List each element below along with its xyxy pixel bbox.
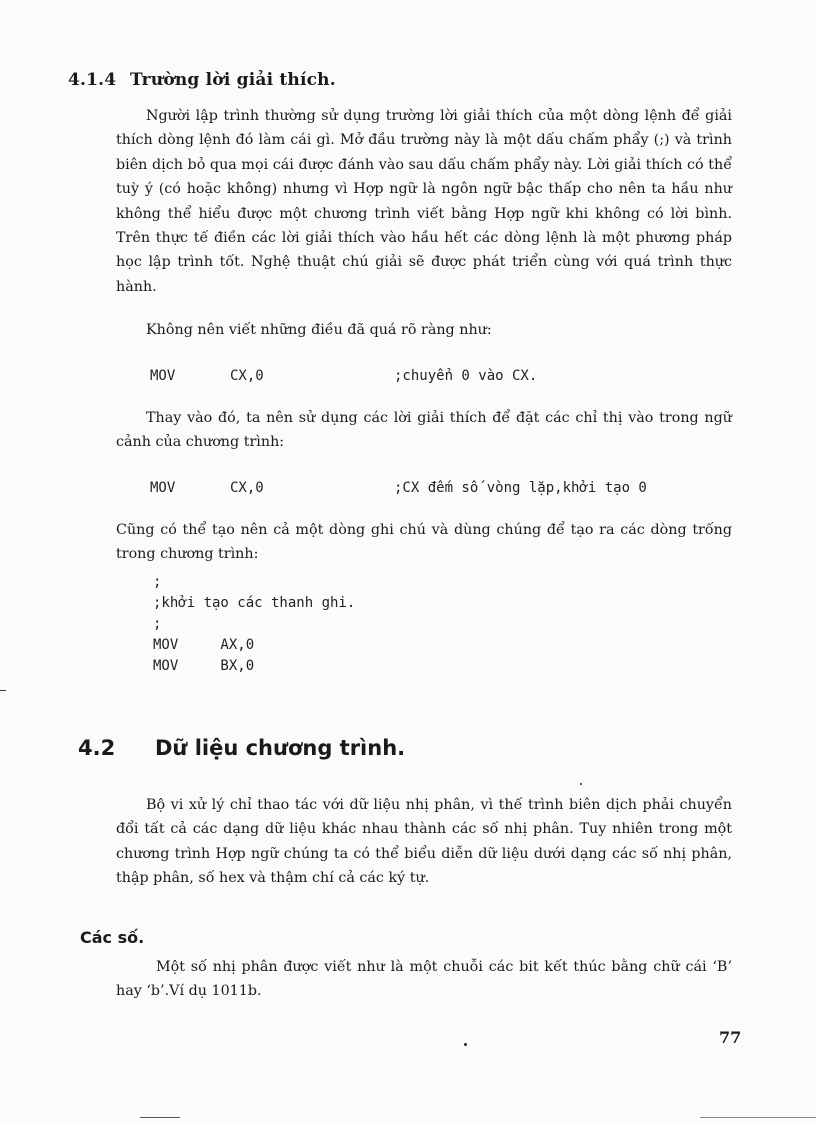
section-number: 4.1.4	[68, 70, 117, 90]
code-line-example-1	[150, 368, 538, 384]
section-number: 4.2	[78, 736, 116, 760]
paragraph-text: Người lập trình thường sử dụng trường lời giải thích của một dòng lệnh để giải thích dòng lệnh đó làm cái gì. Mở đầu trường này là một dấu chấm phẩy (;) và trình biên dịch bỏ qua mọi cái được đánh vào sau dấu chấm phẩy này. Lời giải thích có thể tuỳ ý (có hoặc không) nhưng vì Hợp ngữ là ngôn ngữ bậc thấp cho nên ta hầu như không thể hiểu được một chương trình viết bằng Hợp ngữ khi không có lời bình. Trên thực tế điền các lời giải thích vào hầu hết các dòng lệnh là một phương pháp học lập trình tốt. Nghệ thuật chú giải sẽ được phát triển cùng với quá trình thực hành.	[116, 108, 732, 295]
code-line-example-2	[150, 480, 647, 496]
paragraph-text: Thay vào đó, ta nên sử dụng các lời giải thích để đặt các chỉ thị vào trong ngữ cảnh của chương trình:	[116, 410, 732, 451]
scan-edge-mark	[0, 690, 6, 691]
code-args: CX,0	[230, 368, 264, 384]
page-number: 77	[719, 1028, 742, 1047]
paragraph-text: Cũng có thể tạo nên cả một dòng ghi chú và dùng chúng để tạo ra các dòng trống trong chương trình:	[116, 522, 732, 563]
paragraph-text: Một số nhị phân được viết như là một chuỗi các bit kết thúc bằng chữ cái ‘B’ hay ‘b’.Ví dụ 1011b.	[116, 959, 732, 1000]
code-block-line: ;	[153, 574, 162, 590]
paragraph-comment-lines	[116, 518, 732, 567]
scan-edge-mark	[140, 1117, 180, 1118]
scan-speck	[580, 783, 582, 785]
section-heading-4-1-4	[68, 70, 336, 90]
section-title: Trường lời giải thích.	[130, 70, 336, 90]
scan-edge-mark	[700, 1117, 816, 1118]
code-block	[153, 572, 355, 677]
paragraph-program-data	[116, 793, 732, 891]
code-comment: ;CX đếm số vòng lặp,khởi tạo 0	[394, 480, 647, 496]
paragraph-text: Bộ vi xử lý chỉ thao tác với dữ liệu nhị phân, vì thế trình biên dịch phải chuyển đổi tất cả các dạng dữ liệu khác nhau thành các số nhị phân. Tuy nhiên trong một chương trình Hợp ngữ chúng ta có thể biểu diễn dữ liệu dưới dạng các số nhị phân, thập phân, số hex và thậm chí cả các ký tự.	[116, 797, 732, 887]
subsection-heading-numbers: Các số.	[80, 928, 145, 947]
section-title: Dữ liệu chương trình.	[155, 736, 406, 760]
code-block-line: ;khởi tạo các thanh ghi.	[153, 595, 356, 611]
paragraph-text: Không nên viết những điều đã quá rõ ràng như:	[146, 322, 492, 338]
code-block-line: MOV BX,0	[153, 658, 255, 674]
section-heading-4-2	[78, 736, 405, 760]
code-op: MOV	[150, 368, 176, 384]
paragraph-use-context	[116, 406, 732, 455]
code-args: CX,0	[230, 480, 264, 496]
paragraph-dont-write	[116, 318, 732, 342]
code-block-line: ;	[153, 616, 162, 632]
paragraph-binary-numbers	[116, 955, 732, 1004]
code-comment: ;chuyển 0 vào CX.	[394, 368, 538, 384]
code-op: MOV	[150, 480, 176, 496]
scan-speck	[464, 1043, 467, 1046]
code-block-line: MOV AX,0	[153, 637, 255, 653]
paragraph-comment-field	[116, 104, 732, 299]
